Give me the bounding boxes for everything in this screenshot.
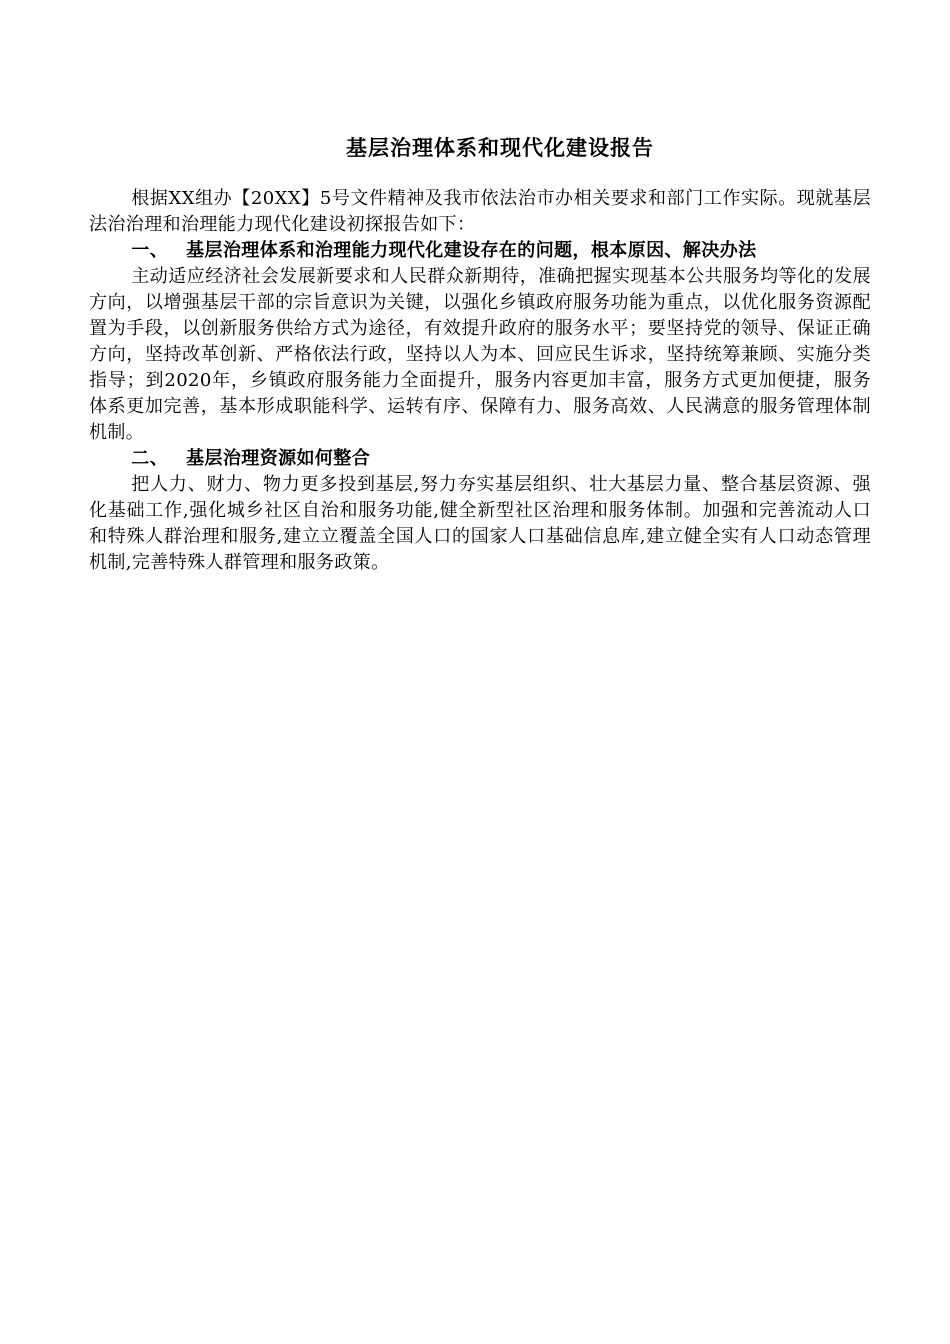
intro-paragraph: 根据XX组办【20XX】5号文件精神及我市依法治市办相关要求和部门工作实际。现就基层法治治理和治理能力现代化建设初探报告如下： [89, 188, 871, 235]
section-2-heading-text: 基层治理资源如何整合 [186, 448, 371, 469]
section-2-body: 把人力、财力、物力更多投到基层,努力夯实基层组织、壮大基层力量、整合基层资源、强化基础工作,强化城乡社区自治和服务功能,健全新型社区治理和服务体制。加强和完善流动人口和特殊人群治理和服务,建立立覆盖全国人口的国家人口基础信息库,建立健全实有人口动态管理机制,完善特殊人群管理和服务政策。 [89, 474, 871, 573]
section-1-number: 一、 [131, 240, 169, 261]
section-1-body: 主动适应经济社会发展新要求和人民群众新期待，准确把握实现基本公共服务均等化的发展方向，以增强基层干部的宗旨意识为关键，以强化乡镇政府服务功能为重点，以优化服务资源配置为手段，以创新服务供给方式为途径，有效提升政府的服务水平；要坚持党的领导、保证正确方向，坚持改革创新、严格依法行政，坚持以人为本、回应民生诉求，坚持统筹兼顾、实施分类指导；到2020年，乡镇政府服务能力全面提升，服务内容更加丰富，服务方式更加便捷，服务体系更加完善，基本形成职能科学、运转有序、保障有力、服务高效、人民满意的服务管理体制机制。 [89, 266, 871, 443]
document-content [89, 134, 871, 576]
section-2-number: 二、 [131, 448, 169, 469]
section-1-heading [89, 238, 871, 264]
section-2-heading [89, 446, 871, 472]
section-1-heading-text: 基层治理体系和治理能力现代化建设存在的问题，根本原因、解决办法 [186, 240, 757, 261]
document-title: 基层治理体系和现代化建设报告 [346, 135, 654, 160]
